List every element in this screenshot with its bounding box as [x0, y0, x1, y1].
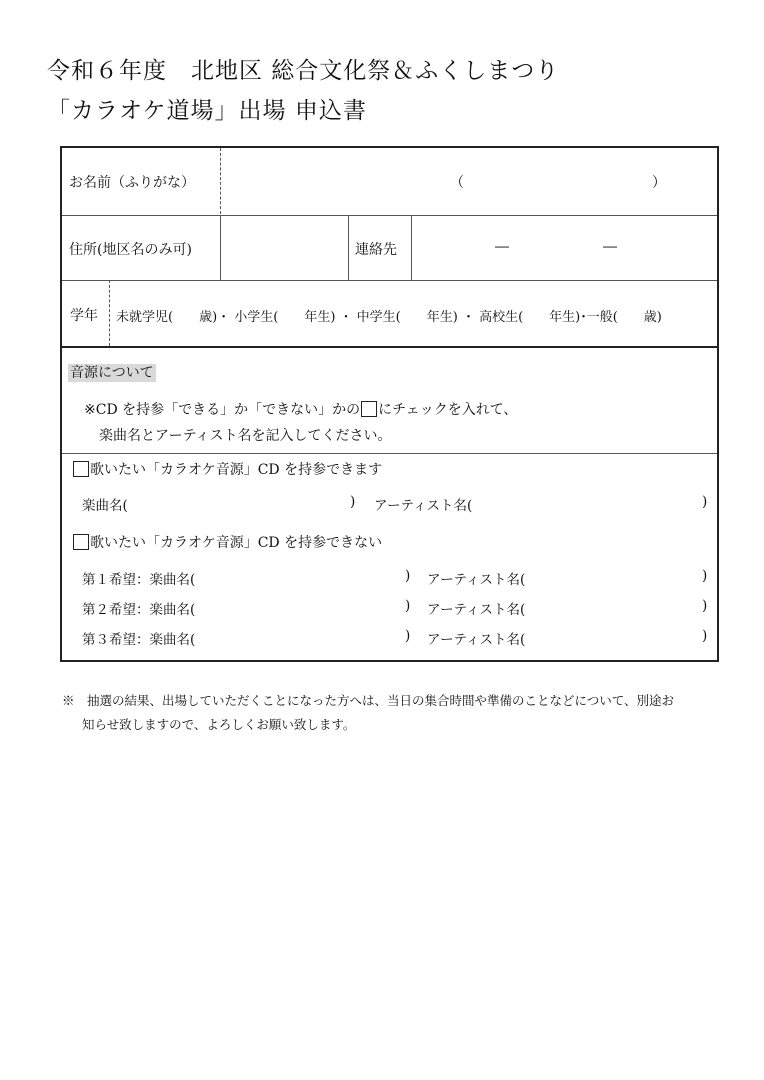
choice-1-label: 第１希望：楽曲名(: [82, 572, 196, 588]
grade-options[interactable]: 未就学児( 歳)・ 小学生( 年生) ・ 中学生( 年生) ・ 高校生( 年生)･一般( 歳): [116, 310, 662, 325]
choice-1-song-field[interactable]: [210, 564, 400, 586]
choice-2-artist-close: ): [702, 598, 708, 614]
choice-2-song-close: ): [405, 598, 411, 614]
can-song-field[interactable]: [134, 490, 346, 512]
grade-divider: [109, 280, 110, 346]
source-heading: [68, 362, 156, 382]
choice-3-song-close: ): [405, 628, 411, 644]
choice-3-label: 第３希望：楽曲名(: [82, 632, 196, 648]
instruction-line2: 楽曲名とアーティスト名を記入してください。: [99, 428, 392, 444]
address-field[interactable]: [222, 216, 347, 280]
row-divider: [62, 453, 717, 454]
contact-divider-left: [348, 215, 349, 280]
page-title-line2: 「カラオケ道場」出場 申込書: [47, 98, 367, 124]
option-can-checkbox[interactable]: [73, 461, 89, 477]
option-can-label: 歌いたい「カラオケ音源」CD を持参できます: [90, 462, 383, 478]
instruction-line1: [84, 399, 517, 419]
choice-3-artist-close: ): [702, 628, 708, 644]
section-divider: [62, 346, 717, 348]
choice-1-artist-field[interactable]: [538, 564, 698, 586]
choice-2-artist-field[interactable]: [538, 594, 698, 616]
choice-2-label: 第２希望：楽曲名(: [82, 602, 196, 618]
can-artist-close: ): [702, 494, 708, 510]
name-label: お名前（ふりがな）: [69, 175, 195, 191]
choice-3-artist-field[interactable]: [538, 624, 698, 646]
choice-3-song-field[interactable]: [210, 624, 400, 646]
row-divider: [62, 280, 717, 281]
choice-2-artist-label: アーティスト名(: [427, 602, 526, 618]
option-cannot-checkbox[interactable]: [73, 534, 89, 550]
name-divider: [220, 148, 221, 214]
application-form: [60, 146, 719, 662]
footer-note: [62, 689, 674, 737]
option-cannot: [72, 532, 382, 552]
can-song-label: 楽曲名(: [82, 498, 128, 514]
checkbox-icon: [361, 401, 377, 417]
option-cannot-label: 歌いたい「カラオケ音源」CD を持参できない: [90, 535, 383, 551]
phone-dash-2: ―: [603, 239, 617, 255]
grade-label: 学年: [70, 308, 98, 324]
can-artist-label: アーティスト名(: [374, 498, 473, 514]
name-field[interactable]: [222, 148, 717, 214]
contact-divider-right: [411, 215, 412, 280]
choice-1-artist-close: ): [702, 568, 708, 584]
choice-3-artist-label: アーティスト名(: [427, 632, 526, 648]
choice-1-song-close: ): [405, 568, 411, 584]
name-paren-open: （: [450, 175, 464, 191]
phone-dash-1: ―: [495, 239, 509, 255]
choice-1-artist-label: アーティスト名(: [427, 572, 526, 588]
contact-label: 連絡先: [355, 242, 397, 258]
address-divider: [220, 215, 221, 280]
page-title-line1: 令和６年度 北地区 総合文化祭＆ふくしまつり: [47, 58, 560, 84]
option-can: [72, 459, 382, 479]
can-song-close: ): [350, 494, 356, 510]
address-label: 住所(地区名のみ可): [69, 242, 192, 258]
instruction-post: にチェックを入れて、: [378, 402, 518, 418]
note-line2: 知らせ致しますので、よろしくお願い致します。: [82, 717, 356, 732]
source-heading-text: 音源について: [70, 365, 154, 381]
note-line1: ※ 抽選の結果、出場していただくことになった方へは、当日の集合時間や準備のことなどについて、別途お: [62, 693, 675, 708]
choice-2-song-field[interactable]: [210, 594, 400, 616]
instruction-pre: ※CD を持参「できる」か「できない」かの: [84, 402, 361, 418]
can-artist-field[interactable]: [492, 490, 697, 512]
phone-field[interactable]: [413, 216, 717, 280]
name-paren-close: ）: [652, 175, 666, 191]
